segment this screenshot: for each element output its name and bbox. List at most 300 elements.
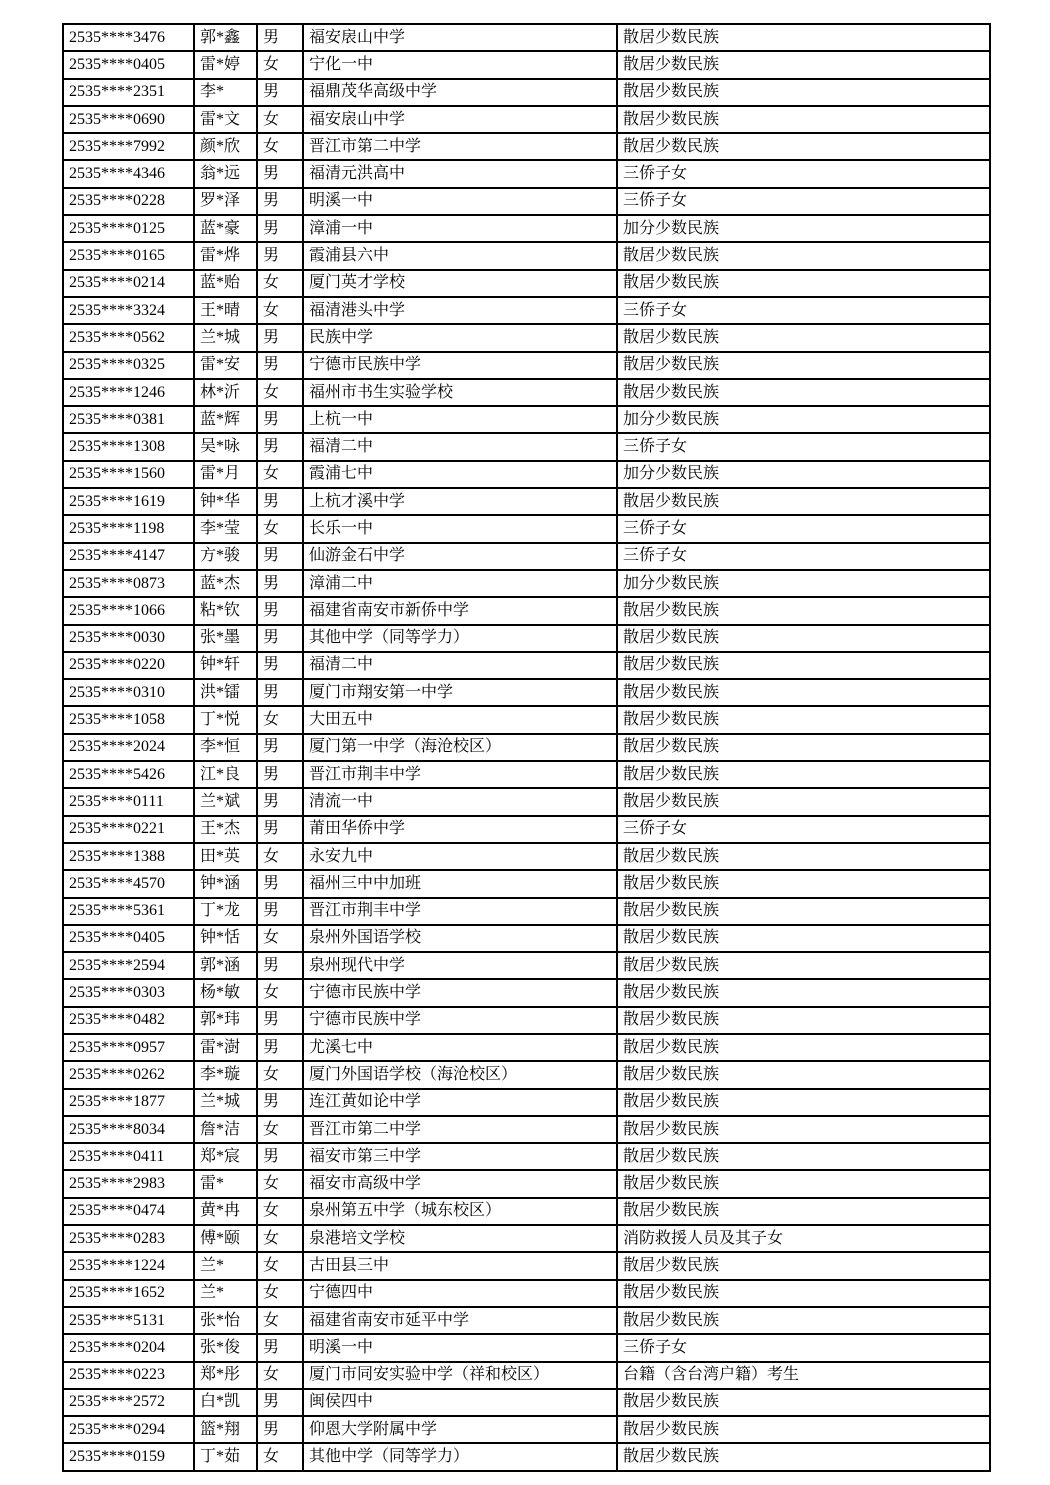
gender-cell: 女	[257, 1225, 303, 1252]
candidate-name-cell: 李*璇	[194, 1061, 257, 1088]
school-cell: 仰恩大学附属中学	[303, 1416, 617, 1443]
table-row	[63, 761, 990, 788]
gender-cell: 女	[257, 1252, 303, 1279]
candidate-name-cell: 蓝*贻	[194, 270, 257, 297]
candidate-id-cell: 2535****0411	[63, 1143, 194, 1170]
school-cell: 明溪一中	[303, 1334, 617, 1361]
candidate-id-cell: 2535****0262	[63, 1061, 194, 1088]
gender-cell: 男	[257, 870, 303, 897]
bonus-category-cell: 台籍（含台湾户籍）考生	[617, 1362, 990, 1389]
table-row	[63, 1362, 990, 1389]
gender-cell: 女	[257, 925, 303, 952]
bonus-category-cell: 散居少数民族	[617, 788, 990, 815]
gender-cell: 女	[257, 270, 303, 297]
candidate-name-cell: 詹*洁	[194, 1116, 257, 1143]
gender-cell: 女	[257, 706, 303, 733]
candidate-id-cell: 2535****0405	[63, 925, 194, 952]
candidate-name-cell: 丁*龙	[194, 898, 257, 925]
table-row	[63, 24, 990, 51]
gender-cell: 女	[257, 1280, 303, 1307]
bonus-category-cell: 加分少数民族	[617, 461, 990, 488]
school-cell: 厦门英才学校	[303, 270, 617, 297]
candidate-id-cell: 2535****0294	[63, 1416, 194, 1443]
gender-cell: 男	[257, 625, 303, 652]
table-row	[63, 433, 990, 460]
candidate-name-cell: 蓝*辉	[194, 406, 257, 433]
candidate-id-cell: 2535****3324	[63, 297, 194, 324]
table-row	[63, 1170, 990, 1197]
candidate-name-cell: 雷*婷	[194, 51, 257, 78]
bonus-category-cell: 三侨子女	[617, 433, 990, 460]
gender-cell: 女	[257, 1362, 303, 1389]
candidate-name-cell: 吴*咏	[194, 433, 257, 460]
candidate-name-cell: 钟*恬	[194, 925, 257, 952]
candidate-id-cell: 2535****4570	[63, 870, 194, 897]
bonus-category-cell: 散居少数民族	[617, 51, 990, 78]
candidate-name-cell: 张*怡	[194, 1307, 257, 1334]
table-row	[63, 706, 990, 733]
gender-cell: 女	[257, 1170, 303, 1197]
gender-cell: 女	[257, 297, 303, 324]
school-cell: 福安市高级中学	[303, 1170, 617, 1197]
bonus-category-cell: 加分少数民族	[617, 406, 990, 433]
gender-cell: 男	[257, 79, 303, 106]
candidate-id-cell: 2535****5361	[63, 898, 194, 925]
candidate-id-cell: 2535****8034	[63, 1116, 194, 1143]
bonus-category-cell: 散居少数民族	[617, 324, 990, 351]
gender-cell: 男	[257, 898, 303, 925]
bonus-category-cell: 散居少数民族	[617, 1416, 990, 1443]
table-row	[63, 952, 990, 979]
gender-cell: 男	[257, 488, 303, 515]
table-row	[63, 324, 990, 351]
bonus-category-cell: 散居少数民族	[617, 734, 990, 761]
gender-cell: 女	[257, 461, 303, 488]
table-row	[63, 898, 990, 925]
table-row	[63, 543, 990, 570]
bonus-category-cell: 散居少数民族	[617, 379, 990, 406]
school-cell: 上杭才溪中学	[303, 488, 617, 515]
table-row	[63, 133, 990, 160]
gender-cell: 男	[257, 1334, 303, 1361]
candidate-name-cell: 雷*文	[194, 106, 257, 133]
candidate-name-cell: 江*良	[194, 761, 257, 788]
bonus-category-cell: 散居少数民族	[617, 761, 990, 788]
candidate-id-cell: 2535****0957	[63, 1034, 194, 1061]
candidate-name-cell: 郭*涵	[194, 952, 257, 979]
table-row	[63, 1089, 990, 1116]
bonus-category-cell: 加分少数民族	[617, 570, 990, 597]
table-row	[63, 188, 990, 215]
document-page	[62, 23, 991, 1472]
gender-cell: 男	[257, 788, 303, 815]
candidate-id-cell: 2535****2572	[63, 1389, 194, 1416]
school-cell: 泉州第五中学（城东校区）	[303, 1198, 617, 1225]
table-row	[63, 788, 990, 815]
candidate-id-cell: 2535****0405	[63, 51, 194, 78]
table-row	[63, 1225, 990, 1252]
table-row	[63, 1198, 990, 1225]
table-row	[63, 870, 990, 897]
candidate-name-cell: 雷*安	[194, 352, 257, 379]
candidate-id-cell: 2535****0482	[63, 1007, 194, 1034]
school-cell: 尤溪七中	[303, 1034, 617, 1061]
candidate-id-cell: 2535****0165	[63, 242, 194, 269]
gender-cell: 女	[257, 1443, 303, 1470]
school-cell: 民族中学	[303, 324, 617, 351]
candidate-name-cell: 雷*澍	[194, 1034, 257, 1061]
gender-cell: 男	[257, 652, 303, 679]
candidate-id-cell: 2535****4346	[63, 160, 194, 187]
school-cell: 福建省南安市新侨中学	[303, 597, 617, 624]
bonus-category-cell: 散居少数民族	[617, 597, 990, 624]
bonus-category-cell: 散居少数民族	[617, 870, 990, 897]
school-cell: 连江黄如论中学	[303, 1089, 617, 1116]
bonus-category-cell: 散居少数民族	[617, 1443, 990, 1470]
candidate-name-cell: 张*墨	[194, 625, 257, 652]
school-cell: 福建省南安市延平中学	[303, 1307, 617, 1334]
school-cell: 古田县三中	[303, 1252, 617, 1279]
candidate-name-cell: 蓝*豪	[194, 215, 257, 242]
table-row	[63, 215, 990, 242]
gender-cell: 男	[257, 1143, 303, 1170]
school-cell: 宁德市民族中学	[303, 979, 617, 1006]
candidate-id-cell: 2535****0303	[63, 979, 194, 1006]
candidate-id-cell: 2535****1877	[63, 1089, 194, 1116]
bonus-category-cell: 散居少数民族	[617, 979, 990, 1006]
bonus-category-cell: 三侨子女	[617, 816, 990, 843]
school-cell: 泉港培文学校	[303, 1225, 617, 1252]
candidate-name-cell: 蓝*杰	[194, 570, 257, 597]
candidate-name-cell: 傅*颐	[194, 1225, 257, 1252]
table-row	[63, 406, 990, 433]
candidate-id-cell: 2535****0204	[63, 1334, 194, 1361]
gender-cell: 男	[257, 188, 303, 215]
table-row	[63, 652, 990, 679]
table-row	[63, 51, 990, 78]
bonus-category-cell: 散居少数民族	[617, 352, 990, 379]
candidate-name-cell: 兰*城	[194, 1089, 257, 1116]
candidate-name-cell: 方*骏	[194, 543, 257, 570]
school-cell: 清流一中	[303, 788, 617, 815]
candidate-name-cell: 王*杰	[194, 816, 257, 843]
table-row	[63, 160, 990, 187]
candidate-id-cell: 2535****1246	[63, 379, 194, 406]
candidate-name-cell: 李*恒	[194, 734, 257, 761]
gender-cell: 男	[257, 1007, 303, 1034]
gender-cell: 女	[257, 1307, 303, 1334]
school-cell: 晋江市第二中学	[303, 1116, 617, 1143]
candidate-id-cell: 2535****2594	[63, 952, 194, 979]
bonus-category-cell: 三侨子女	[617, 543, 990, 570]
table-row	[63, 79, 990, 106]
table-row	[63, 1061, 990, 1088]
candidate-id-cell: 2535****0325	[63, 352, 194, 379]
candidate-name-cell: 兰*	[194, 1280, 257, 1307]
gender-cell: 女	[257, 843, 303, 870]
candidate-id-cell: 2535****0228	[63, 188, 194, 215]
school-cell: 永安九中	[303, 843, 617, 870]
candidate-name-cell: 钟*涵	[194, 870, 257, 897]
candidate-id-cell: 2535****3476	[63, 24, 194, 51]
bonus-category-cell: 散居少数民族	[617, 1143, 990, 1170]
candidate-name-cell: 雷*	[194, 1170, 257, 1197]
gender-cell: 男	[257, 679, 303, 706]
candidate-id-cell: 2535****5426	[63, 761, 194, 788]
candidate-id-cell: 2535****2024	[63, 734, 194, 761]
table-row	[63, 597, 990, 624]
gender-cell: 男	[257, 597, 303, 624]
gender-cell: 男	[257, 543, 303, 570]
gender-cell: 男	[257, 1389, 303, 1416]
school-cell: 厦门外国语学校（海沧校区）	[303, 1061, 617, 1088]
candidate-id-cell: 2535****1388	[63, 843, 194, 870]
bonus-category-cell: 散居少数民族	[617, 1252, 990, 1279]
candidate-name-cell: 王*晴	[194, 297, 257, 324]
gender-cell: 女	[257, 515, 303, 542]
school-cell: 明溪一中	[303, 188, 617, 215]
candidate-id-cell: 2535****2351	[63, 79, 194, 106]
candidate-name-cell: 兰*城	[194, 324, 257, 351]
bonus-category-cell: 散居少数民族	[617, 843, 990, 870]
candidate-id-cell: 2535****0214	[63, 270, 194, 297]
school-cell: 宁德市民族中学	[303, 352, 617, 379]
candidate-name-cell: 丁*茹	[194, 1443, 257, 1470]
gender-cell: 男	[257, 406, 303, 433]
candidate-name-cell: 郑*宸	[194, 1143, 257, 1170]
candidate-name-cell: 颜*欣	[194, 133, 257, 160]
bonus-category-cell: 三侨子女	[617, 1334, 990, 1361]
bonus-category-cell: 散居少数民族	[617, 1170, 990, 1197]
bonus-category-cell: 散居少数民族	[617, 1007, 990, 1034]
gender-cell: 男	[257, 952, 303, 979]
candidate-name-cell: 张*俊	[194, 1334, 257, 1361]
table-row	[63, 270, 990, 297]
table-row	[63, 1143, 990, 1170]
candidate-id-cell: 2535****0125	[63, 215, 194, 242]
school-cell: 晋江市荆丰中学	[303, 761, 617, 788]
table-row	[63, 1334, 990, 1361]
candidate-id-cell: 2535****0159	[63, 1443, 194, 1470]
bonus-category-cell: 三侨子女	[617, 160, 990, 187]
table-row	[63, 488, 990, 515]
candidate-id-cell: 2535****1066	[63, 597, 194, 624]
gender-cell: 男	[257, 734, 303, 761]
table-row	[63, 461, 990, 488]
gender-cell: 女	[257, 133, 303, 160]
school-cell: 晋江市第二中学	[303, 133, 617, 160]
bonus-category-cell: 散居少数民族	[617, 1389, 990, 1416]
candidate-name-cell: 罗*泽	[194, 188, 257, 215]
bonus-category-cell: 散居少数民族	[617, 133, 990, 160]
table-row	[63, 1034, 990, 1061]
candidate-name-cell: 黄*冉	[194, 1198, 257, 1225]
candidate-id-cell: 2535****0030	[63, 625, 194, 652]
school-cell: 晋江市荆丰中学	[303, 898, 617, 925]
bonus-category-cell: 散居少数民族	[617, 1280, 990, 1307]
gender-cell: 男	[257, 1416, 303, 1443]
gender-cell: 男	[257, 1089, 303, 1116]
table-row	[63, 1307, 990, 1334]
school-cell: 厦门市翔安第一中学	[303, 679, 617, 706]
candidate-roster-table	[62, 23, 991, 1472]
school-cell: 福鼎茂华高级中学	[303, 79, 617, 106]
bonus-category-cell: 散居少数民族	[617, 24, 990, 51]
table-row	[63, 352, 990, 379]
school-cell: 霞浦七中	[303, 461, 617, 488]
table-row	[63, 1252, 990, 1279]
school-cell: 厦门第一中学（海沧校区）	[303, 734, 617, 761]
school-cell: 长乐一中	[303, 515, 617, 542]
table-row	[63, 106, 990, 133]
candidate-name-cell: 郭*玮	[194, 1007, 257, 1034]
bonus-category-cell: 散居少数民族	[617, 1061, 990, 1088]
school-cell: 福安扆山中学	[303, 106, 617, 133]
school-cell: 福州三中中加班	[303, 870, 617, 897]
table-row	[63, 1007, 990, 1034]
school-cell: 厦门市同安实验中学（祥和校区）	[303, 1362, 617, 1389]
bonus-category-cell: 散居少数民族	[617, 488, 990, 515]
table-row	[63, 734, 990, 761]
candidate-id-cell: 2535****4147	[63, 543, 194, 570]
school-cell: 福安扆山中学	[303, 24, 617, 51]
school-cell: 福州市书生实验学校	[303, 379, 617, 406]
gender-cell: 男	[257, 1034, 303, 1061]
school-cell: 漳浦二中	[303, 570, 617, 597]
school-cell: 其他中学（同等学力）	[303, 1443, 617, 1470]
candidate-name-cell: 田*英	[194, 843, 257, 870]
gender-cell: 女	[257, 106, 303, 133]
candidate-id-cell: 2535****0474	[63, 1198, 194, 1225]
bonus-category-cell: 散居少数民族	[617, 952, 990, 979]
candidate-id-cell: 2535****1224	[63, 1252, 194, 1279]
table-row	[63, 570, 990, 597]
table-row	[63, 1116, 990, 1143]
table-row	[63, 297, 990, 324]
table-row	[63, 979, 990, 1006]
table-row	[63, 625, 990, 652]
table-row	[63, 1443, 990, 1470]
candidate-id-cell: 2535****1619	[63, 488, 194, 515]
table-row	[63, 843, 990, 870]
candidate-id-cell: 2535****2983	[63, 1170, 194, 1197]
bonus-category-cell: 散居少数民族	[617, 1089, 990, 1116]
table-row	[63, 1389, 990, 1416]
candidate-id-cell: 2535****5131	[63, 1307, 194, 1334]
candidate-name-cell: 洪*镭	[194, 679, 257, 706]
bonus-category-cell: 散居少数民族	[617, 79, 990, 106]
table-row	[63, 379, 990, 406]
school-cell: 福清元洪高中	[303, 160, 617, 187]
gender-cell: 男	[257, 215, 303, 242]
candidate-name-cell: 翁*远	[194, 160, 257, 187]
school-cell: 上杭一中	[303, 406, 617, 433]
table-row	[63, 816, 990, 843]
bonus-category-cell: 散居少数民族	[617, 706, 990, 733]
school-cell: 宁德市民族中学	[303, 1007, 617, 1034]
candidate-id-cell: 2535****0690	[63, 106, 194, 133]
school-cell: 福清二中	[303, 652, 617, 679]
school-cell: 其他中学（同等学力）	[303, 625, 617, 652]
school-cell: 宁化一中	[303, 51, 617, 78]
school-cell: 福清二中	[303, 433, 617, 460]
bonus-category-cell: 散居少数民族	[617, 1198, 990, 1225]
bonus-category-cell: 散居少数民族	[617, 652, 990, 679]
bonus-category-cell: 消防救援人员及其子女	[617, 1225, 990, 1252]
bonus-category-cell: 三侨子女	[617, 297, 990, 324]
candidate-id-cell: 2535****1560	[63, 461, 194, 488]
gender-cell: 男	[257, 24, 303, 51]
candidate-name-cell: 郭*鑫	[194, 24, 257, 51]
candidate-id-cell: 2535****0223	[63, 1362, 194, 1389]
school-cell: 漳浦一中	[303, 215, 617, 242]
table-row	[63, 1280, 990, 1307]
table-row	[63, 242, 990, 269]
candidate-id-cell: 2535****0310	[63, 679, 194, 706]
bonus-category-cell: 散居少数民族	[617, 1116, 990, 1143]
gender-cell: 男	[257, 433, 303, 460]
gender-cell: 女	[257, 1116, 303, 1143]
bonus-category-cell: 散居少数民族	[617, 1034, 990, 1061]
candidate-name-cell: 篮*翔	[194, 1416, 257, 1443]
bonus-category-cell: 散居少数民族	[617, 1307, 990, 1334]
school-cell: 宁德四中	[303, 1280, 617, 1307]
table-row	[63, 1416, 990, 1443]
school-cell: 大田五中	[303, 706, 617, 733]
candidate-name-cell: 雷*月	[194, 461, 257, 488]
candidate-id-cell: 2535****1198	[63, 515, 194, 542]
candidate-name-cell: 粘*钦	[194, 597, 257, 624]
candidate-id-cell: 2535****1058	[63, 706, 194, 733]
candidate-name-cell: 雷*烨	[194, 242, 257, 269]
gender-cell: 女	[257, 979, 303, 1006]
bonus-category-cell: 散居少数民族	[617, 925, 990, 952]
school-cell: 霞浦县六中	[303, 242, 617, 269]
candidate-name-cell: 兰*斌	[194, 788, 257, 815]
bonus-category-cell: 散居少数民族	[617, 679, 990, 706]
gender-cell: 女	[257, 1198, 303, 1225]
candidate-id-cell: 2535****0562	[63, 324, 194, 351]
candidate-id-cell: 2535****0111	[63, 788, 194, 815]
candidate-id-cell: 2535****1652	[63, 1280, 194, 1307]
gender-cell: 男	[257, 761, 303, 788]
candidate-id-cell: 2535****0220	[63, 652, 194, 679]
candidate-id-cell: 2535****1308	[63, 433, 194, 460]
candidate-id-cell: 2535****0381	[63, 406, 194, 433]
bonus-category-cell: 散居少数民族	[617, 106, 990, 133]
school-cell: 福清港头中学	[303, 297, 617, 324]
gender-cell: 女	[257, 51, 303, 78]
school-cell: 泉州外国语学校	[303, 925, 617, 952]
gender-cell: 女	[257, 379, 303, 406]
bonus-category-cell: 加分少数民族	[617, 215, 990, 242]
candidate-id-cell: 2535****0221	[63, 816, 194, 843]
candidate-name-cell: 李*莹	[194, 515, 257, 542]
bonus-category-cell: 三侨子女	[617, 515, 990, 542]
candidate-name-cell: 郑*彤	[194, 1362, 257, 1389]
candidate-id-cell: 2535****7992	[63, 133, 194, 160]
gender-cell: 女	[257, 1061, 303, 1088]
school-cell: 福安市第三中学	[303, 1143, 617, 1170]
candidate-name-cell: 丁*悦	[194, 706, 257, 733]
candidate-name-cell: 钟*轩	[194, 652, 257, 679]
candidate-name-cell: 杨*敏	[194, 979, 257, 1006]
gender-cell: 男	[257, 570, 303, 597]
candidate-id-cell: 2535****0873	[63, 570, 194, 597]
candidate-name-cell: 兰*	[194, 1252, 257, 1279]
gender-cell: 男	[257, 324, 303, 351]
bonus-category-cell: 散居少数民族	[617, 270, 990, 297]
